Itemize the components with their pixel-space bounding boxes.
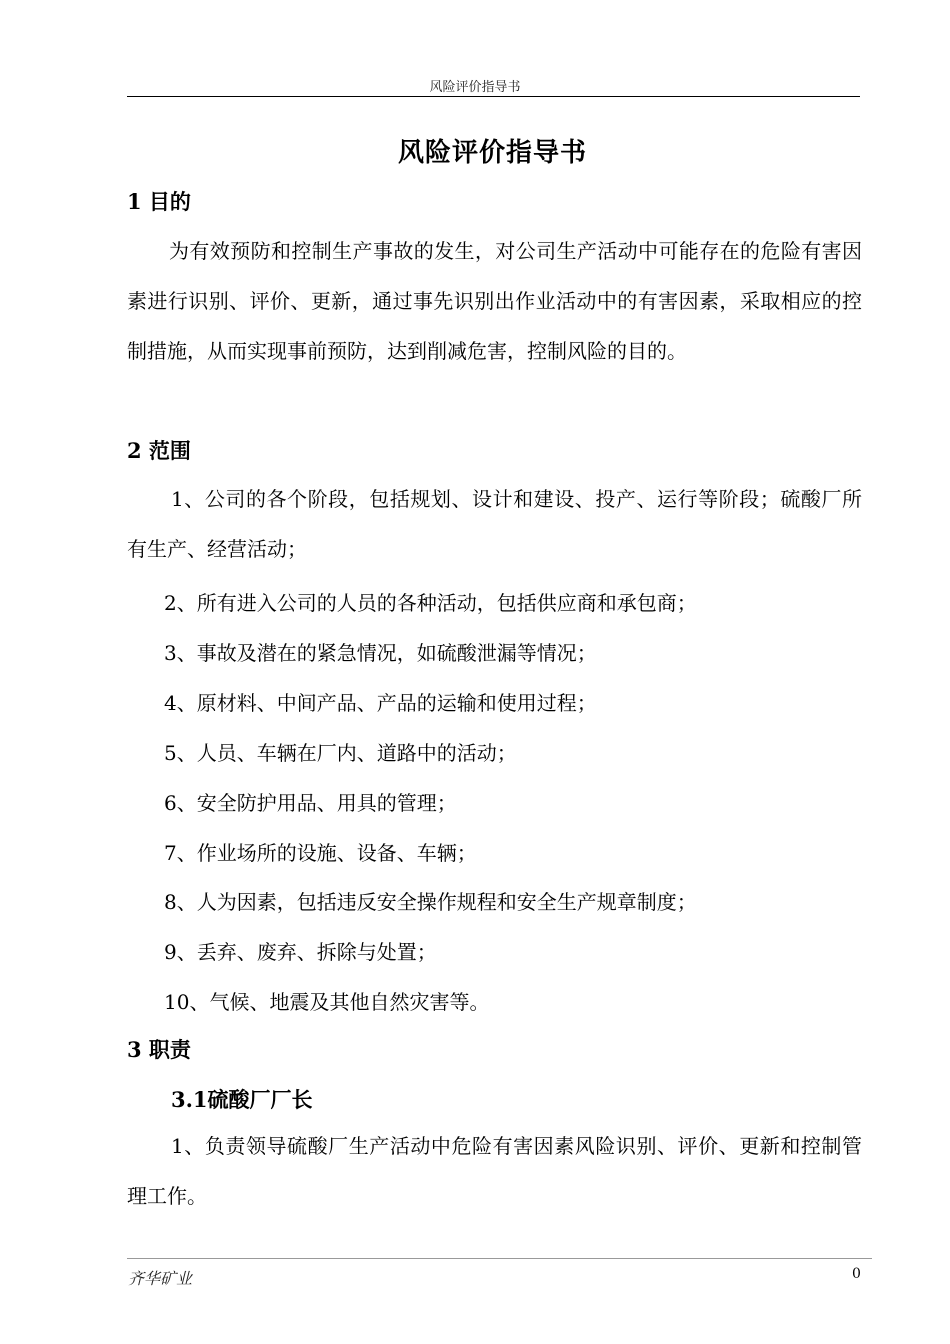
page-number: 0 bbox=[852, 1266, 861, 1282]
scope-item: 2、所有进入公司的人员的各种活动，包括供应商和承包商； bbox=[164, 591, 697, 615]
scope-item: 6、安全防护用品、用具的管理； bbox=[164, 791, 457, 815]
footer-rule bbox=[127, 1258, 872, 1259]
section-1-paragraph: 为有效预防和控制生产事故的发生，对公司生产活动中可能存在的危险有害因素进行识别、评价、更新，通过事先识别出作业活动中的有害因素，采取相应的控制措施，从而实现事前预防，达到削减危害，控制风险的目的。 bbox=[127, 239, 862, 363]
scope-item: 10、气候、地震及其他自然灾害等。 bbox=[164, 990, 490, 1014]
section-1-heading: 1 目的 bbox=[127, 189, 191, 214]
responsibility-item-1: 1、负责领导硫酸厂生产活动中危险有害因素风险识别、评价、更新和控制管理工作。 bbox=[127, 1134, 862, 1208]
running-header: 风险评价指导书 bbox=[429, 80, 521, 95]
scope-item: 9、丢弃、废弃、拆除与处置； bbox=[164, 940, 437, 964]
scope-item: 3、事故及潜在的紧急情况，如硫酸泄漏等情况； bbox=[164, 641, 597, 665]
scope-item: 8、人为因素，包括违反安全操作规程和安全生产规章制度； bbox=[164, 890, 697, 914]
scope-item: 7、作业场所的设施、设备、车辆； bbox=[164, 841, 477, 865]
scope-item: 5、人员、车辆在厂内、道路中的活动； bbox=[164, 741, 517, 765]
header-rule bbox=[127, 96, 860, 97]
section-3-1-heading: 3.1硫酸厂厂长 bbox=[171, 1087, 313, 1112]
footer-company: 齐华矿业 bbox=[128, 1269, 193, 1288]
section-2-heading: 2 范围 bbox=[127, 438, 191, 463]
scope-item: 4、原材料、中间产品、产品的运输和使用过程； bbox=[164, 691, 597, 715]
document-title: 风险评价指导书 bbox=[397, 138, 587, 168]
section-3-heading: 3 职责 bbox=[127, 1037, 191, 1062]
scope-item-1: 1、公司的各个阶段，包括规划、设计和建设、投产、运行等阶段；硫酸厂所有生产、经营活动； bbox=[127, 487, 862, 561]
